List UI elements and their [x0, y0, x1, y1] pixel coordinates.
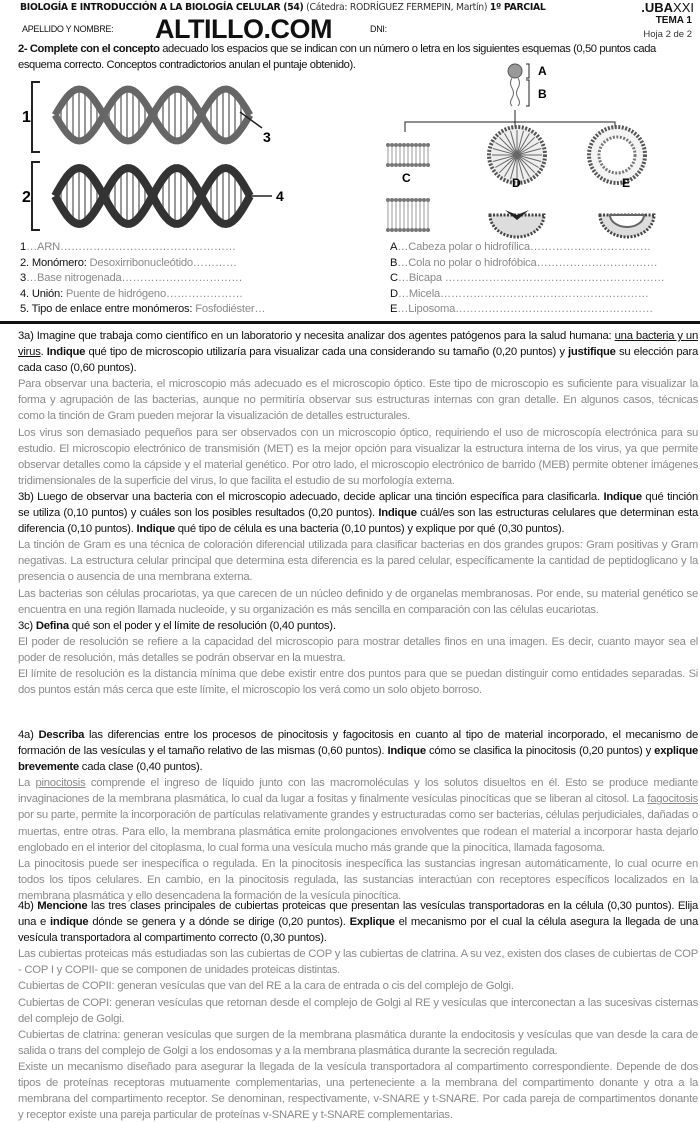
label-c: C [402, 171, 411, 185]
q2-right-answers [390, 240, 665, 318]
answer-row [390, 302, 665, 318]
bold-text: Mencione [37, 900, 88, 912]
answer-value: …Cabeza polar o hidrofílica…………………………… [397, 241, 651, 253]
answer-value: …Cola no polar o hidrofóbica…………………………… [397, 256, 658, 269]
answer-row [20, 256, 265, 272]
text-segment: 4a) [18, 729, 39, 741]
text-segment: las diferencias entre los procesos de pinocitosis y fagocitosis en cuanto al tipo de material incorporado, el mecanismo de formación de las vesículas y el tamaño relativo de las mismas (0,60 puntos). [18, 729, 698, 758]
uba-logo [641, 0, 694, 15]
bold-text: justifique [567, 346, 616, 359]
q3a-answer-2: Los virus son demasiado pequeños para ser observados con un microscopio óptico, requiriendo el uso de microscopía electrónica para su estudio. El microscopio electrónico de transmisión (MET) es la mejor opción para visualizar la estructura interna de los virus, ya que permite observar detalles como la cápside y el material genético. Por otro lado, el microscopio electrónico de barrido (MEB) permite obtener imágenes tridimensionales de la superficie del virus, lo que facilita el estudio de su morfología externa. [18, 426, 698, 487]
q3c-answer-1: El poder de resolución se refiere a la capacidad del microscopio para mostrar detalles finos en una imagen. Es decir, cuanto mayor sea el poder de resolución, más detalles se podrán observar en la muestra. [18, 635, 698, 664]
q4b-answer-1: Las cubiertas proteicas más estudiadas son las cubiertas de COP y las cubiertas de clatrina. A su vez, existen dos clases de cubiertas de COP - COP I y COPII- que se componen de unidades proteicas distintas. [18, 948, 698, 977]
altillo-logo: ALTILLO.COM [155, 14, 332, 44]
answer-value: …Base nitrogenada…………………………… [26, 272, 243, 285]
label-b: B [538, 87, 547, 101]
text-segment: qué son el poder y el límite de resolución (0,40 puntos). [68, 619, 336, 632]
text-segment: 4b) [18, 900, 38, 912]
q2-prompt [18, 42, 700, 73]
course-title [20, 2, 546, 13]
q4b-answer-3: Cubiertas de COPI: generan vesículas que retornan desde el complejo de Golgi al RE y vesículas que interconectan a las sucesivas cisternas del complejo de Golgi. [18, 996, 698, 1025]
exam-type: 1º PARCIAL [489, 2, 546, 13]
answer-key: 2. Monómero: [20, 256, 87, 269]
apellido-label: APELLIDO Y NOMBRE: [22, 24, 114, 34]
answer-value: …Micela………………………………………………… [397, 287, 649, 300]
q4b-section [18, 898, 698, 1123]
bold-text: 2- Complete con el concepto [18, 43, 160, 55]
answer-key: 4. Unión: [20, 287, 63, 300]
text-segment: 3b) Luego de observar una bacteria con el microscopio adecuado, decide aplicar una tinción específica para clasificarla. [18, 490, 604, 503]
bold-text: Explique [349, 916, 395, 929]
underlined-text: fagocitosis [647, 793, 698, 806]
answer-row [390, 256, 665, 272]
bold-text: indique [50, 916, 89, 929]
answer-row [20, 302, 265, 318]
underlined-text: pinocitosis [35, 777, 86, 790]
q4b-answer-4: Cubiertas de clatrina: generan vesículas que surgen de la membrana plasmática durante la endocitosis y vesículas que van desde la cara de salida o trans del complejo de Golgi a los endosomas y a la membrana plasmática durante la secreción regulada. [18, 1028, 698, 1057]
text-segment: . [40, 346, 47, 359]
q3b-answer-2: Las bacterias son células procariotas, ya que carecen de un núcleo definido y de organelas membranosas. Por ende, su material genético se encuentra en una región llamada nucleoide, y su organización es más sencilla en comparación con las células eucariotas. [18, 587, 698, 616]
page-number: Hoja 2 de 2 [643, 29, 692, 40]
q4a-answer-1 [18, 775, 698, 855]
phospholipid [405, 64, 615, 132]
course-name: BIOLOGÍA E INTRODUCCIÓN A LA BIOLOGÍA CELULAR (54) [20, 2, 304, 13]
catedra: (Cátedra: RODRÍGUEZ FERMEPIN, Martín) [306, 2, 488, 13]
q3c-answer-2: El límite de resolución es la distancia mínima que debe existir entre dos puntos para que se puedan distinguir como entidades separadas. Si dos puntos están más cerca que este límite, el microscopio los verá como un solo objeto borroso. [18, 667, 698, 697]
bilayer [386, 143, 430, 232]
text-segment: las tres clases principales de cubiertas proteicas que presentan las vesículas transportadoras en la célula (0,30 puntos). Elija una e [18, 900, 698, 929]
text-segment: comprende el ingreso de líquido junto con las macromoléculas y los solutos disueltos en él. Esto se produce mediante invaginaciones de la membrana plasmática, lo cual da lugar a fositas y finalmente vesículas pinocíticas que se liberan al citosol. La [18, 777, 698, 806]
q3a-prompt [18, 328, 698, 376]
label-3: 3 [263, 129, 271, 145]
text-segment: adecuado los espacios que se indican con un número o letra en los siguientes esquemas (0,50 puntos cada esquema correcto. Conceptos contradictorios anulan el puntaje obtenido). [18, 43, 656, 71]
answer-row [20, 240, 265, 256]
dna-helix-1 [32, 82, 262, 152]
answer-row [20, 271, 265, 287]
text-segment: cada clase (0,40 puntos). [78, 761, 203, 774]
answer-value: …Liposoma……………………………………………… [397, 303, 653, 316]
answer-key: C [390, 272, 398, 285]
answer-value: Desoxirribonucleótido………… [86, 256, 237, 269]
bold-text: Indique [46, 346, 86, 359]
underlined-text: una bacteria y un virus [18, 330, 698, 359]
text-segment: dónde se genera y a dónde se dirige (0,20 puntos). [88, 916, 350, 929]
answer-row [390, 287, 665, 303]
answer-row [20, 287, 265, 303]
answer-key: 3 [20, 272, 27, 285]
q4b-answer-5: Existe un mecanismo diseñado para asegurar la llegada de la vesícula transportadora al compartimento correspondiente. Depende de dos tipos de proteínas receptoras mutuamente complementarias, una perteneciente a la membrana del compartimento donante y otra a la membrana del compartimento receptor. Se denominan, respectivamente, v-SNARE y t-SNARE. Por cada pareja de compartimentos donante y receptor existe una pareja particular de proteínas v-SNARE y t-SNARE complementarias. [18, 1060, 698, 1122]
label-d: D [512, 176, 521, 190]
text-segment: cuál/es son las estructuras celulares que determinan esta diferencia (0,10 puntos). [18, 507, 698, 536]
dna-helix-2 [32, 162, 272, 230]
q4a-section [18, 727, 698, 904]
answer-key: E [390, 303, 398, 316]
answer-key: 1 [20, 241, 27, 253]
text-segment: qué tinción se utiliza (0,10 puntos) y cuáles son los posibles resultados (0,20 puntos). [18, 490, 699, 520]
bold-text: Indique [136, 523, 175, 536]
answer-key: B [390, 256, 398, 269]
answer-key: 5. Tipo de enlace entre monómeros: [20, 303, 193, 316]
answer-value: …ARN………………………………………… [26, 241, 236, 253]
answer-value: Fosfodiéster… [192, 303, 266, 316]
answer-key: A [390, 241, 398, 253]
q4b-prompt [18, 898, 698, 946]
q3b-prompt [18, 489, 698, 537]
q3-section [18, 328, 698, 698]
label-1: 1 [22, 109, 31, 126]
bold-text: Indique [603, 490, 642, 503]
q2-diagrams [0, 60, 700, 238]
tema: TEMA 1 [655, 15, 692, 26]
text-segment: el mecanismo por el cual la célula asegura la llegada de una vesícula transportadora al compartimento correcto (0,30 puntos). [18, 916, 698, 945]
q4a-prompt [18, 727, 698, 775]
bold-text: Indique [387, 745, 426, 758]
q3b-answer-1: La tinción de Gram es una técnica de coloración diferencial utilizada para clasificar bacterias en dos grandes grupos: Gram positivas y Gram negativas. La estructura celular principal que determina esta diferencia es la pared celular, específicamente la cantidad de peptidoglicano y la presencia o ausencia de una membrana externa. [18, 539, 698, 584]
q3a-answer-1: Para observar una bacteria, el microscopio más adecuado es el microscopio óptico. Este tipo de microscopio es suficiente para visualizar la forma y agrupación de las bacterias, aunque no permitiría observar sus estructuras internas con gran detalle. En algunos casos, técnicas como la tinción de Gram pueden mejorar la visualización de detalles estructurales. [18, 378, 698, 423]
uba-light: XXI [673, 0, 694, 15]
q4a-answer-2: La pinocitosis puede ser inespecífica o regulada. En la pinocitosis inespecífica las sustancias ingresan automáticamente, lo cual ocurre en todos los tipos celulares. En cambio, en la pinocitosis regulada, las sustancias interactúan con receptores específicos localizados en la membrana plasmática y ello desencadena la formación de la vesícula pinocítica. [18, 857, 698, 902]
answer-value: Puente de hidrógeno………………… [62, 287, 243, 300]
dni-label: DNI: [370, 24, 387, 34]
text-segment: 3a) Imagine que trabaja como científico en un laboratorio y necesita analizar dos agentes patógenos para la salud humana: [18, 330, 615, 342]
bold-text: Defina [35, 619, 69, 632]
answer-key: D [390, 287, 398, 300]
label-2: 2 [22, 189, 31, 206]
uba-bold: .UBA [641, 0, 674, 15]
q4b-answer-2: Cubiertas de COPII: generan vesículas que van del RE a la cara de entrada o cis del complejo de Golgi. [18, 980, 514, 993]
text-segment: cómo se clasifica la pinocitosis (0,20 puntos) y [425, 745, 655, 758]
text-segment: su elección para cada caso (0,60 puntos). [18, 346, 698, 375]
q2-left-answers [20, 240, 265, 318]
text-segment: qué tipo de microscopio utilizaría para visualizar cada una considerando su tamaño (0,20 puntos) y [85, 346, 568, 359]
answer-row [390, 240, 665, 256]
label-4: 4 [276, 188, 284, 204]
bold-text: Indique [378, 507, 417, 520]
answer-row [390, 271, 665, 287]
text-segment: qué tipo de célula es una bacteria (0,10 puntos) y explique por qué (0,30 puntos). [174, 523, 565, 536]
label-e: E [622, 176, 631, 190]
text-segment: La [18, 777, 36, 790]
bold-text: explique brevemente [18, 745, 698, 774]
q3c-prompt [18, 618, 698, 634]
answer-value: …Bicapa …………………………………………………… [397, 272, 665, 285]
label-a: A [538, 64, 547, 78]
bold-text: Describa [38, 729, 85, 741]
text-segment: 3c) [18, 619, 36, 632]
text-segment: por su parte, permite la incorporación de partículas relativamente grandes y estructuradas como ser bacterias, células perjudiciales, dañadas o muertas, entre otras. Para ello, la membrana plasmática emite prolongaciones envolventes que rodean el material a incorporar hasta dejarlo englobado en el interior del citoplasma, lo cual forma una vesícula mucho más grande que la pinocítica, llamada fagosoma. [18, 809, 698, 854]
section-divider [0, 321, 700, 324]
